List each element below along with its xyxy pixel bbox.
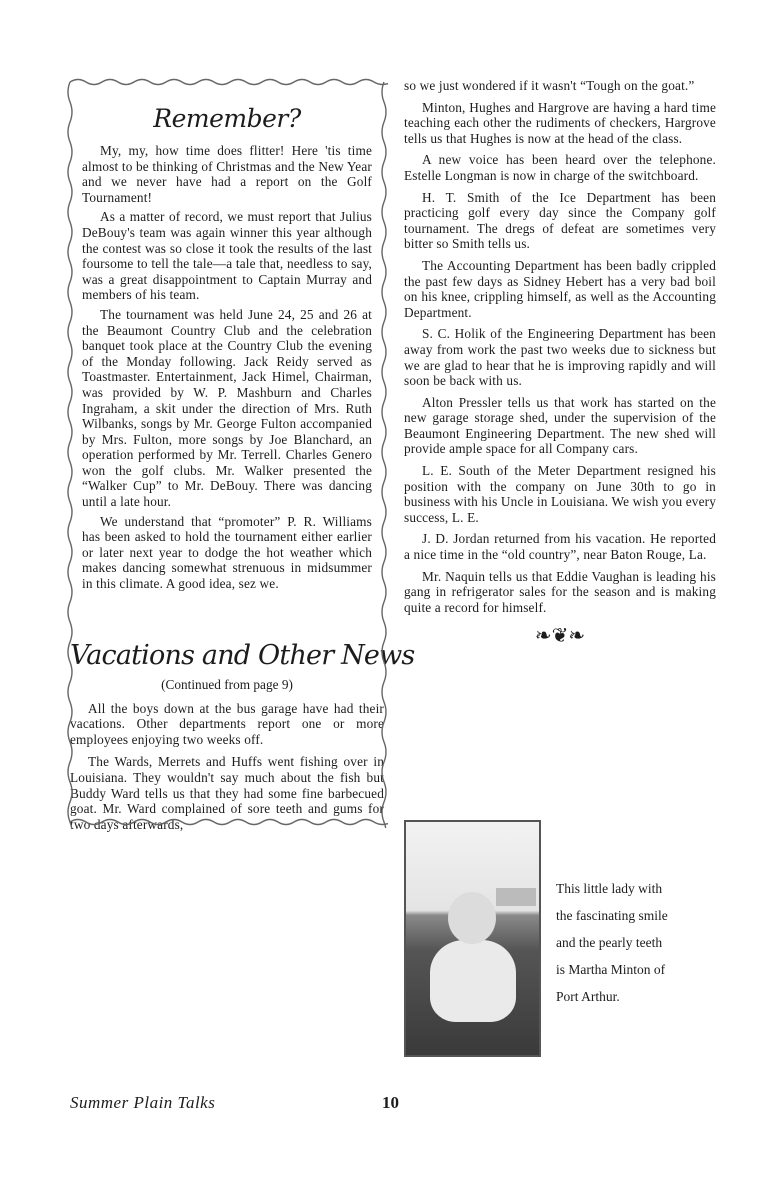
photo-house — [496, 888, 536, 906]
page-number: 10 — [382, 1093, 399, 1112]
continued-note: (Continued from page 9) — [161, 676, 293, 692]
remember-box — [70, 78, 384, 610]
caption-line: This little lady with — [556, 881, 663, 896]
remember-paragraph: My, my, how time does flitter! Here 'tis time almost to be thinking of Christmas and the New Year and we never have had a report on the Golf Tournament! — [82, 143, 372, 205]
page-footer — [70, 1093, 410, 1113]
news-paragraph: The Accounting Department has been badly crippled the past few days as Sidney Hebert has a very bad boil on his knee, crippling himself, as well as the Accounting Department. — [404, 257, 716, 320]
news-paragraph: Mr. Naquin tells us that Eddie Vaughan is leading his gang in refrigerator sales for the season and is making quite a record for himself. — [404, 568, 716, 615]
caption-line: and the pearly teeth — [556, 935, 663, 950]
magazine-name: Summer Plain Talks — [70, 1093, 216, 1112]
news-paragraph: H. T. Smith of the Ice Department has been practicing golf every day since the Company golf tournament. The dregs of defeat are sometimes very bitter so Smith tells us. — [404, 189, 716, 252]
caption-line: is Martha Minton of — [556, 962, 666, 977]
news-paragraph: so we just wondered if it wasn't “Tough on the goat.” — [404, 78, 695, 93]
news-paragraph: Alton Pressler tells us that work has started on the new garage storage shed, under the supervision of the Beaumont Engineering Department. The new shed will provide ample space for all Company cars. — [404, 394, 716, 457]
vacations-title: Vacations and Other News — [70, 639, 415, 671]
photo-baby-head — [448, 892, 496, 944]
remember-paragraph: We understand that “promoter” P. R. Williams has been asked to hold the tournament either earlier or later next year to dodge the hot weather which makes dancing somewhat strenuous in midsummer in this climate. A good idea, sez we. — [82, 513, 372, 592]
caption-line: Port Arthur. — [556, 989, 620, 1004]
right-column — [404, 78, 716, 656]
wavy-border — [66, 76, 415, 828]
baby-photo — [404, 820, 541, 1057]
remember-paragraph: The tournament was held June 24, 25 and 26 at the Beaumont Country Club and the celebration banquet took place at the Country Club the evening of the Monday following. Jack Reidy served as Toastmaster. Entertainment, Jack Himel, Chairman, was provided by W. P. Mashburn and Charles Ingraham, a skit under the direction of Mrs. Ruth Wilbanks, songs by Mr. George Fulton accompanied by Mrs. Fulton, more songs by Joe Blanchard, an operation performed by Mr. Terrell. Charles Genero won the golf clubs. Mr. Walker presented the “Walker Cup” to Mr. DeBouy. There was dancing until a late hour. — [82, 306, 372, 510]
news-paragraph: The Wards, Merrets and Huffs went fishing over in Louisiana. They wouldn't say much about the fish but Buddy Ward tells us that they had some fine barbecued goat. Mr. Ward complained of sore teeth and gums for two days afterwards, — [70, 754, 384, 832]
floral-ornament-icon: ❧❦❧ — [534, 625, 586, 648]
news-paragraph: L. E. South of the Meter Department resigned his position with the company on June 30th to go in business with his Uncle in Louisiana. We wish you every success, L. E. — [404, 463, 716, 525]
remember-title: Remember? — [153, 104, 301, 133]
photo-section — [404, 820, 744, 1060]
left-column — [70, 78, 415, 839]
news-paragraph: J. D. Jordan returned from his vacation. He reported a nice time in the “old country”, near Baton Rouge, La. — [404, 531, 716, 563]
photo-caption — [556, 875, 746, 1010]
news-paragraph: A new voice has been heard over the telephone. Estelle Longman is now in charge of the switchboard. — [404, 152, 716, 183]
news-paragraph: S. C. Holik of the Engineering Department has been away from work the past two weeks due to sickness but we are glad to hear that he is improving rapidly and will soon be back with us. — [404, 326, 716, 389]
remember-paragraph: As a matter of record, we must report that Julius DeBouy's team was again winner this year although the contest was so close it took the results of the last foursome to tell the tale—a tale that, needless to say, was a great disappointment to Captain Murray and members of his team. — [82, 209, 372, 303]
photo-baby-body — [430, 940, 516, 1022]
news-paragraph: All the boys down at the bus garage have had their vacations. Other departments report one or more employees enjoying two weeks off. — [70, 700, 384, 747]
news-paragraph: Minton, Hughes and Hargrove are having a hard time teaching each other the rudiments of checkers, Hargrove tells us that Hughes is now at the head of the class. — [404, 99, 716, 146]
caption-line: the fascinating smile — [556, 908, 668, 923]
